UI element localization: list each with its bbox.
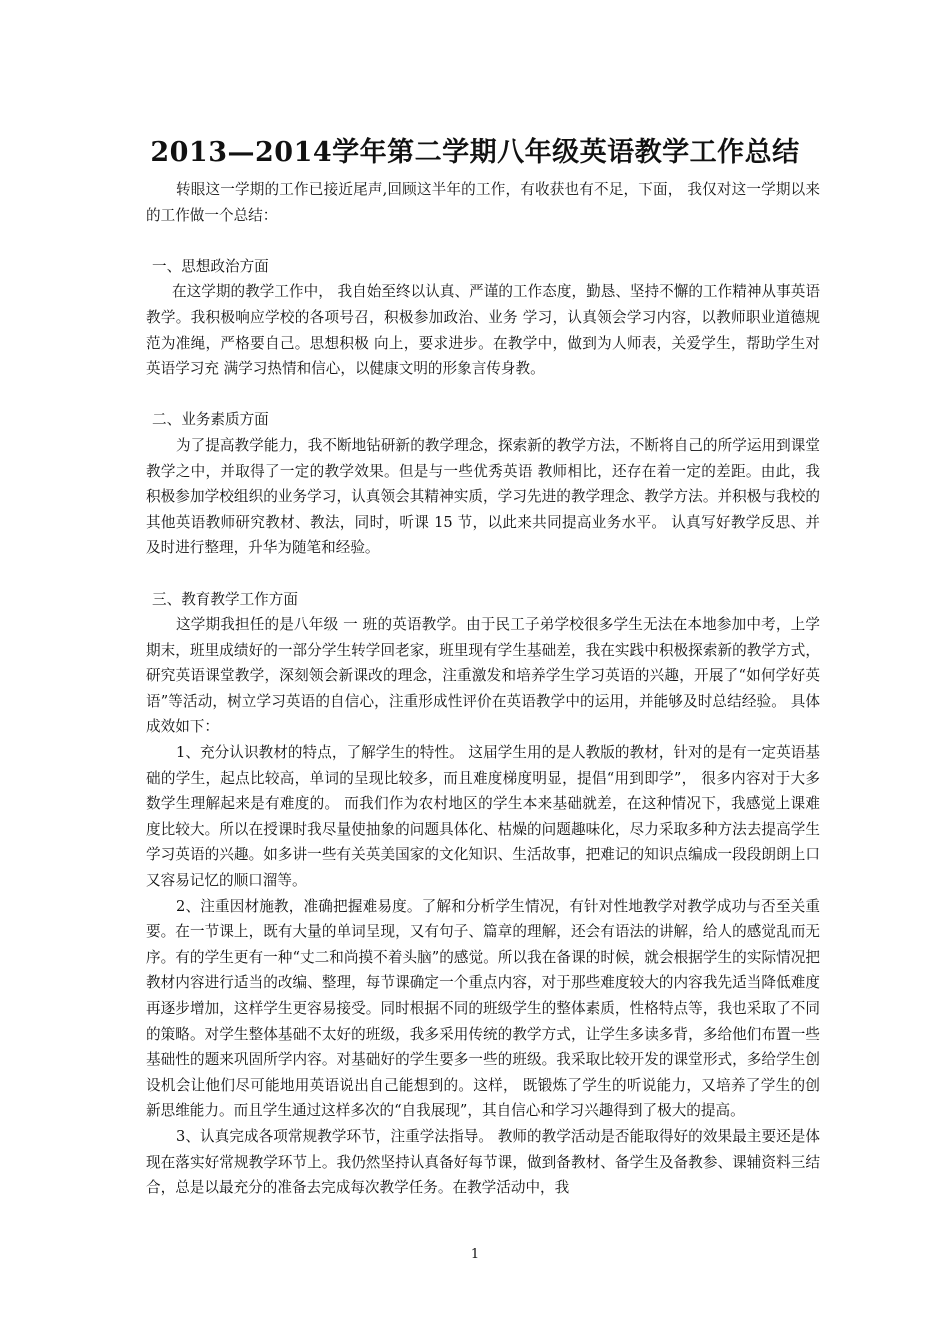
intro-paragraph: 转眼这一学期的工作已接近尾声,回顾这半年的工作，有收获也有不足，下面， 我仅对这一学期以来的工作做一个总结： <box>146 181 820 224</box>
document-body <box>146 177 820 1201</box>
section-heading-professional: 二、业务素质方面 <box>152 411 269 429</box>
paragraph: 在这学期的教学工作中， 我自始至终以认真、严谨的工作态度，勤恳、坚持不懈的工作精神从事英语教学。我积极响应学校的各项号召，积极参加政治、业务 学习，认真领会学习内容，以教师职业道德规范为准绳，严格要自己。思想积极 向上，要求进步。在教学中，做到为人师表，关爱学生，帮助学生对英语学习充 满学习热情和信心，以健康文明的形象言传身教。 <box>146 283 820 378</box>
page-number: 1 <box>470 1247 480 1262</box>
paragraph: 1、充分认识教材的特点，了解学生的特性。 这届学生用的是人教版的教材，针对的是有一定英语基础的学生，起点比较高，单词的呈现比较多，而且难度梯度明显，提倡“用到即学”， 很多内容对于大多数学生理解起来是有难度的。 而我们作为农村地区的学生本来基础就差，在这种情况下，我感觉上课难度比较大。所以在授课时我尽量使抽象的问题具体化、枯燥的问题趣味化，尽力采取多种方法去提高学生学习英语的兴趣。如多讲一些有关英美国家的文化知识、生活故事，把难记的知识点编成一段段朗朗上口又容易记忆的顺口溜等。 <box>146 744 820 890</box>
paragraph: 3、认真完成各项常规教学环节，注重学法指导。 教师的教学活动是否能取得好的效果最主要还是体现在落实好常规教学环节上。我仍然坚持认真备好每节课，做到备教材、备学生及备教参、课辅资料三结合，总是以最充分的准备去完成每次教学任务。在教学活动中，我 <box>146 1127 820 1197</box>
spacer <box>146 382 820 408</box>
spacer <box>146 228 820 254</box>
paragraph: 为了提高教学能力，我不断地钻研新的教学理念，探索新的教学方法，不断将自己的所学运用到课堂教学之中，并取得了一定的教学效果。但是与一些优秀英语 教师相比，还存在着一定的差距。由此，我积极参加学校组织的业务学习，认真领会其精神实质，学习先进的教学理念、教学方法。并积极与我校的其他英语教师研究教材、教法，同时，听课 15 节，以此来共同提高业务水平。 认真写好教学反思、并及时进行整理，升华为随笔和经验。 <box>146 436 820 557</box>
section-heading-politics: 一、思想政治方面 <box>152 257 269 275</box>
section-heading-teaching: 三、教育教学工作方面 <box>152 590 298 608</box>
paragraph: 这学期我担任的是八年级 一 班的英语教学。由于民工子弟学校很多学生无法在本地参加中考，上学期末，班里成绩好的一部分学生转学回老家，班里现有学生基础差，我在实践中积极探索新的教学方式，研究英语课堂教学，深刻领会新课改的理念，注重激发和培养学生学习英语的兴趣，开展了“如何学好英语”等活动，树立学习英语的自信心，注重形成性评价在英语教学中的运用，并能够及时总结经验。 具体成效如下： <box>146 616 820 736</box>
spacer <box>146 561 820 587</box>
document-title: 2013—2014学年第二学期八年级英语教学工作总结 <box>150 137 800 168</box>
paragraph: 2、注重因材施教，准确把握难易度。了解和分析学生情况，有针对性地教学对教学成功与否至关重要。在一节课上，既有大量的单词呈现，又有句子、篇章的理解，还会有语法的讲解，给人的感觉乱而无序。有的学生更有一种“丈二和尚摸不着头脑”的感觉。所以我在备课的时候，就会根据学生的实际情况把教材内容进行适当的改编、整理，每节课确定一个重点内容，对于那些难度较大的内容我先适当降低难度再逐步增加，这样学生更容易接受。同时根据不同的班级学生的整体素质，性格特点等，我也采取了不同的策略。对学生整体基础不太好的班级，我多采用传统的教学方式，让学生多读多背，多给他们布置一些基础性的题来巩固所学内容。对基础好的学生要多一些的班级。我采取比较开发的课堂形式，多给学生创设机会让他们尽可能地用英语说出自己能想到的。这样， 既锻炼了学生的听说能力，又培养了学生的创新思维能力。而且学生通过这样多次的“自我展现”，其自信心和学习兴趣得到了极大的提高。 <box>146 897 820 1120</box>
